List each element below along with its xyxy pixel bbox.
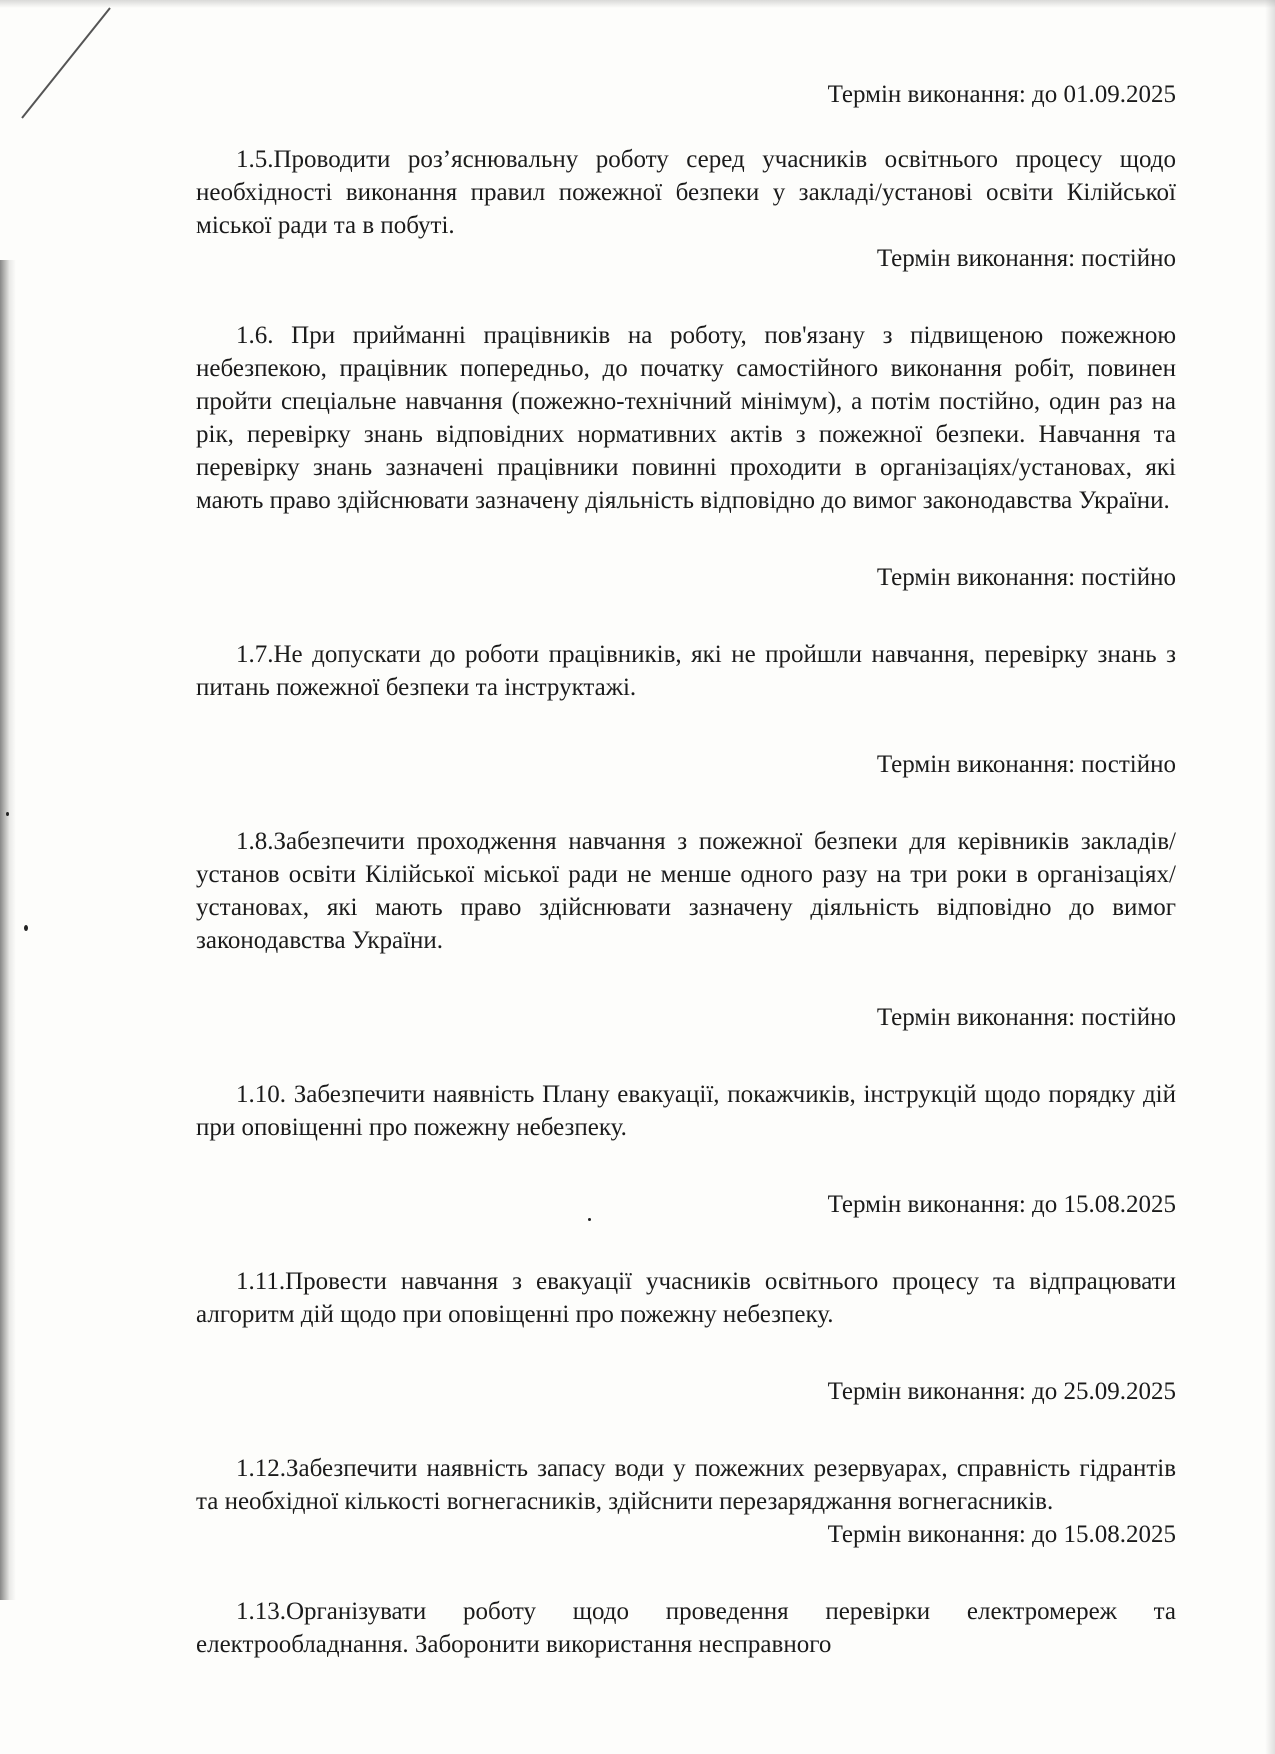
scan-shadow-right — [1265, 0, 1275, 1754]
paragraph-1-11: 1.11.Провести навчання з евакуації учасників освітнього процесу та відпрацювати алгоритм дій щодо при оповіщенні про пожежну небезпеку. — [196, 1268, 1176, 1328]
deadline-line: Термін виконання: до 15.08.2025 — [827, 1191, 1176, 1218]
paragraph-1-7: 1.7.Не допускати до роботи працівників, які не пройшли навчання, перевірку знань з питань пожежної безпеки та інструктажі. — [196, 641, 1176, 701]
deadline-line: Термін виконання: постійно — [876, 564, 1176, 591]
document-body — [196, 78, 1176, 1661]
paragraph-1-5: 1.5.Проводити роз’яснювальну роботу серед учасників освітнього процесу щодо необхідності виконання правил пожежної безпеки у закладі/установі освіти Кілійської міської ради та в побуті. — [196, 146, 1176, 239]
paragraph-1-13: 1.13.Організувати роботу щодо проведення перевірки електромереж та електрообладнання. Заборонити використання несправного — [196, 1598, 1176, 1658]
paragraph-1-12: 1.12.Забезпечити наявність запасу води у пожежних резервуарах, справність гідрантів та необхідної кількості вогнегасників, здійснити перезаряджання вогнегасників. — [196, 1455, 1176, 1515]
deadline-line: Термін виконання: до 15.08.2025 — [827, 1521, 1176, 1548]
deadline-line: Термін виконання: постійно — [876, 751, 1176, 778]
deadline-line: Термін виконання: постійно — [876, 245, 1176, 272]
paragraph-1-6: 1.6. При прийманні працівників на роботу, пов'язану з підвищеною пожежною небезпекою, працівник попередньо, до початку самостійного виконання робіт, повинен пройти спеціальне навчання (пожежно-технічний мінімум), а потім постійно, один раз на рік, перевірку знань відповідних нормативних актів з пожежної безпеки. Навчання та перевірку знань зазначені працівники повинні проходити в організаціях/установах, які мають право здійснювати зазначену діяльність відповідно до вимог законодавства України. — [196, 322, 1176, 514]
scan-speck — [24, 925, 28, 931]
paragraph-1-8: 1.8.Забезпечити проходження навчання з пожежної безпеки для керівників закладів/установ освіти Кілійської міської ради не менше одного разу на три роки в організаціях/установах, які мають право здійснювати зазначену діяльність відповідно до вимог законодавства України. — [196, 828, 1176, 954]
paragraph-1-10: 1.10. Забезпечити наявність Плану евакуації, покажчиків, інструкцій щодо порядку дій при оповіщенні про пожежну небезпеку. — [196, 1081, 1176, 1141]
deadline-line: Термін виконання: до 25.09.2025 — [827, 1378, 1176, 1405]
scan-speck — [6, 812, 9, 816]
deadline-line: Термін виконання: до 01.09.2025 — [827, 81, 1176, 108]
scan-shadow-left — [0, 260, 16, 1600]
corner-fold-line — [0, 0, 140, 140]
deadline-line: Термін виконання: постійно — [876, 1004, 1176, 1031]
scan-shadow-top — [0, 0, 1275, 8]
